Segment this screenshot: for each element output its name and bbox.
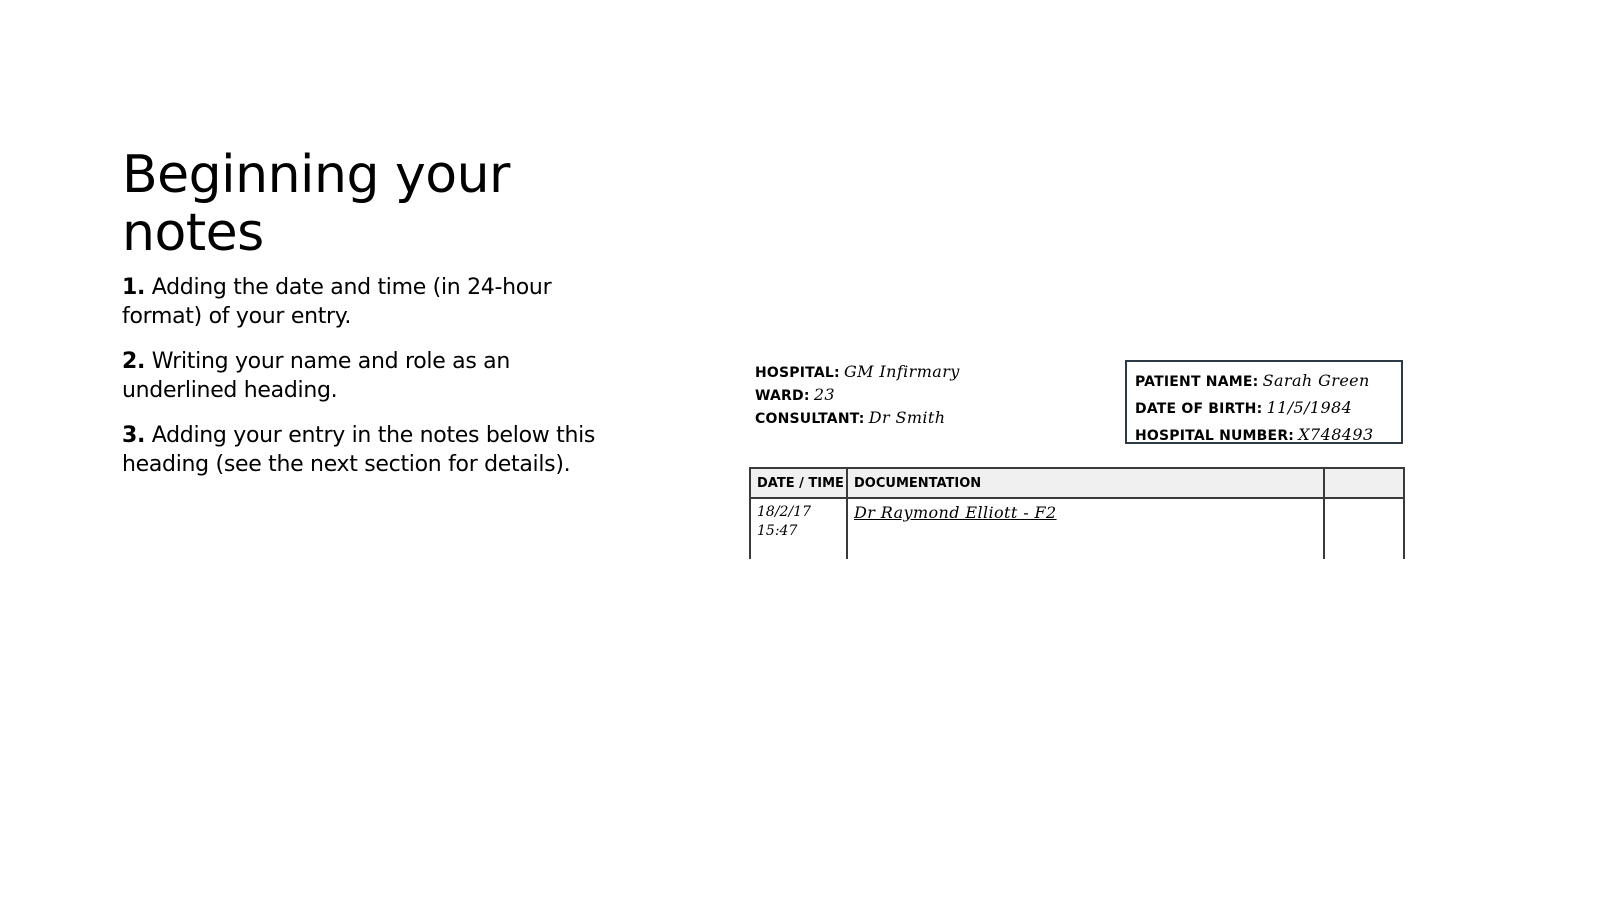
entry-heading: Dr Raymond Elliott - F2 [854, 503, 1057, 522]
hospital-label: HOSPITAL: [755, 365, 840, 381]
entry-date: 18/2/17 [757, 504, 811, 520]
step-number: 2. [122, 349, 146, 374]
notes-table [749, 467, 1405, 559]
extra-column-header [1324, 468, 1404, 498]
step-number: 3. [122, 423, 146, 448]
table-row [750, 498, 1404, 559]
notes-table-header-row [750, 468, 1404, 498]
steps-list [122, 273, 622, 495]
step-item [122, 273, 622, 331]
hospital-value: GM Infirmary [843, 362, 960, 381]
entry-datetime-cell [750, 498, 847, 559]
hospital-number-value: X748493 [1298, 425, 1374, 444]
step-number: 1. [122, 275, 146, 300]
dob-value: 11/5/1984 [1266, 398, 1353, 417]
step-text: Adding the date and time (in 24-hour format) of your entry. [122, 275, 552, 329]
medical-notes-example [755, 355, 1415, 565]
patient-name-label: PATIENT NAME: [1135, 374, 1259, 390]
slide-title: Beginning your notes [122, 145, 510, 263]
patient-label-box [1125, 360, 1403, 444]
ward-value: 23 [813, 385, 835, 404]
consultant-line [755, 407, 960, 430]
hospital-number-label: HOSPITAL NUMBER: [1135, 428, 1295, 444]
date-time-header: DATE / TIME [750, 468, 847, 498]
step-item [122, 347, 622, 405]
consultant-value: Dr Smith [868, 408, 946, 427]
dob-line [1135, 395, 1393, 422]
patient-name-value: Sarah Green [1262, 371, 1370, 390]
step-text: Adding your entry in the notes below this heading (see the next section for details). [122, 423, 596, 477]
documentation-header: DOCUMENTATION [847, 468, 1324, 498]
entry-time: 15:47 [757, 523, 798, 539]
consultant-label: CONSULTANT: [755, 411, 865, 427]
dob-label: DATE OF BIRTH: [1135, 401, 1263, 417]
entry-documentation-cell [847, 498, 1324, 559]
entry-extra-cell [1324, 498, 1404, 559]
hospital-line [755, 361, 960, 384]
hospital-info [755, 361, 960, 430]
step-text: Writing your name and role as an underlined heading. [122, 349, 510, 403]
patient-name-line [1135, 368, 1393, 395]
hospital-number-line [1135, 422, 1393, 449]
ward-line [755, 384, 960, 407]
step-item [122, 421, 622, 479]
ward-label: WARD: [755, 388, 810, 404]
